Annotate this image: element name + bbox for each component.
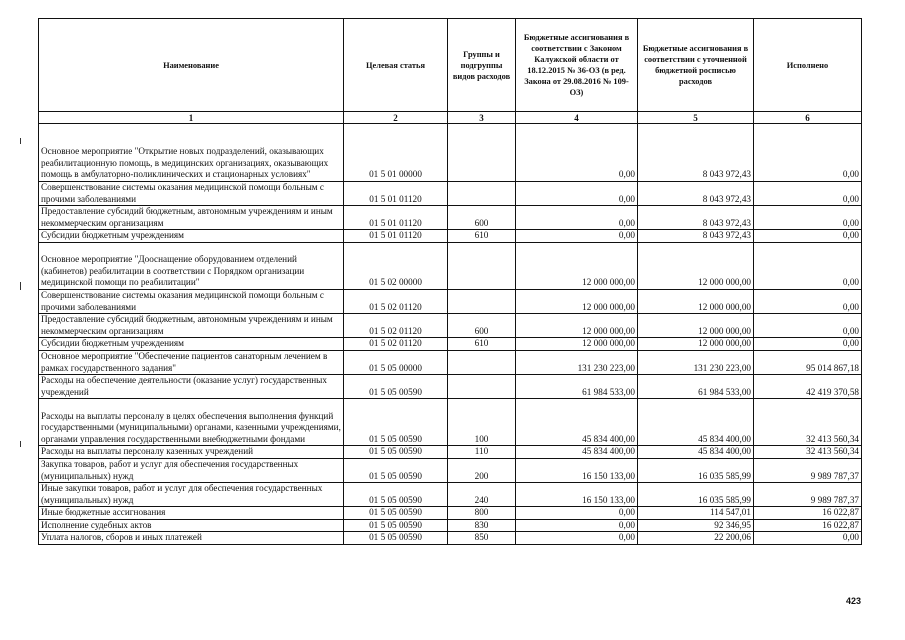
row-executed-amount: 42 419 370,58 [754, 375, 862, 399]
row-executed-amount: 0,00 [754, 182, 862, 206]
row-name: Расходы на обеспечение деятельности (оказание услуг) государственных учреждений [39, 375, 344, 399]
row-group-code: 110 [448, 446, 516, 459]
header-name: Наименование [39, 19, 344, 112]
row-target-code: 01 5 01 01120 [344, 206, 448, 230]
row-law-amount: 0,00 [516, 206, 638, 230]
margin-mark [20, 138, 21, 144]
row-group-code: 610 [448, 230, 516, 243]
row-target-code: 01 5 01 01120 [344, 182, 448, 206]
row-group-code [448, 242, 516, 289]
table-row [39, 242, 862, 289]
header-groups: Группы и подгруппы видов расходов [448, 19, 516, 112]
row-law-amount: 0,00 [516, 532, 638, 545]
row-target-code: 01 5 01 00000 [344, 124, 448, 182]
table-row [39, 350, 862, 374]
column-number: 2 [344, 112, 448, 124]
header-refined: Бюджетные ассигнования в соответствии с уточненной бюджетной росписью расходов [638, 19, 754, 112]
row-law-amount: 12 000 000,00 [516, 338, 638, 351]
table-row [39, 230, 862, 243]
row-refined-amount: 16 035 585,99 [638, 483, 754, 507]
row-executed-amount: 32 413 560,34 [754, 399, 862, 446]
row-executed-amount: 9 989 787,37 [754, 458, 862, 482]
row-refined-amount: 45 834 400,00 [638, 399, 754, 446]
table-row [39, 124, 862, 182]
row-target-code: 01 5 02 01120 [344, 314, 448, 338]
row-name: Иные закупки товаров, работ и услуг для обеспечения государственных (муниципальных) нужд [39, 483, 344, 507]
row-law-amount: 0,00 [516, 519, 638, 532]
table-row [39, 375, 862, 399]
row-executed-amount: 0,00 [754, 242, 862, 289]
column-number: 4 [516, 112, 638, 124]
table-row [39, 446, 862, 459]
row-name: Основное мероприятие "Обеспечение пациентов санаторным лечением в рамках государственного задания" [39, 350, 344, 374]
row-group-code [448, 289, 516, 313]
table-row [39, 314, 862, 338]
row-group-code [448, 350, 516, 374]
row-law-amount: 12 000 000,00 [516, 242, 638, 289]
row-executed-amount: 32 413 560,34 [754, 446, 862, 459]
column-number: 3 [448, 112, 516, 124]
row-group-code: 800 [448, 507, 516, 520]
row-name: Совершенствование системы оказания медицинской помощи больным с прочими заболеваниями [39, 182, 344, 206]
row-group-code: 850 [448, 532, 516, 545]
row-refined-amount: 45 834 400,00 [638, 446, 754, 459]
table-row [39, 289, 862, 313]
table-row [39, 458, 862, 482]
table-row [39, 182, 862, 206]
row-refined-amount: 92 346,95 [638, 519, 754, 532]
row-executed-amount: 0,00 [754, 230, 862, 243]
row-refined-amount: 8 043 972,43 [638, 124, 754, 182]
page-number: 423 [845, 596, 861, 606]
row-name: Основное мероприятие "Открытие новых подразделений, оказывающих реабилитационную помощь, в медицинских организациях, оказывающих помощь в амбулаторно-поликлинических и стационарных условиях" [39, 124, 344, 182]
row-target-code: 01 5 05 00590 [344, 458, 448, 482]
row-executed-amount: 0,00 [754, 289, 862, 313]
row-group-code [448, 375, 516, 399]
row-law-amount: 12 000 000,00 [516, 289, 638, 313]
row-name: Предоставление субсидий бюджетным, автономным учреждениям и иным некоммерческим организациям [39, 206, 344, 230]
column-number: 1 [39, 112, 344, 124]
row-refined-amount: 22 200,06 [638, 532, 754, 545]
row-group-code: 100 [448, 399, 516, 446]
column-number: 5 [638, 112, 754, 124]
row-group-code: 600 [448, 314, 516, 338]
row-executed-amount: 0,00 [754, 338, 862, 351]
row-refined-amount: 12 000 000,00 [638, 314, 754, 338]
row-group-code: 830 [448, 519, 516, 532]
table-row [39, 532, 862, 545]
header-law: Бюджетные ассигнования в соответствии с Законом Калужской области от 18.12.2015 № 36-ОЗ (в ред. Закона от 29.08.2016 № 109-ОЗ) [516, 19, 638, 112]
row-group-code [448, 182, 516, 206]
margin-mark [20, 441, 21, 447]
row-target-code: 01 5 02 01120 [344, 338, 448, 351]
row-group-code: 600 [448, 206, 516, 230]
table-row [39, 206, 862, 230]
column-number: 6 [754, 112, 862, 124]
row-group-code: 610 [448, 338, 516, 351]
row-executed-amount: 0,00 [754, 532, 862, 545]
row-law-amount: 0,00 [516, 182, 638, 206]
row-name: Совершенствование системы оказания медицинской помощи больным с прочими заболеваниями [39, 289, 344, 313]
row-target-code: 01 5 05 00590 [344, 399, 448, 446]
row-law-amount: 0,00 [516, 230, 638, 243]
row-refined-amount: 61 984 533,00 [638, 375, 754, 399]
row-name: Основное мероприятие "Дооснащение оборудованием отделений (кабинетов) реабилитации в соответствии с Порядком организации медицинской помощи по реабилитации" [39, 242, 344, 289]
row-name: Исполнение судебных актов [39, 519, 344, 532]
table-row [39, 507, 862, 520]
row-executed-amount: 16 022,87 [754, 507, 862, 520]
header-target: Целевая статья [344, 19, 448, 112]
row-law-amount: 12 000 000,00 [516, 314, 638, 338]
row-name: Уплата налогов, сборов и иных платежей [39, 532, 344, 545]
row-name: Расходы на выплаты персоналу казенных учреждений [39, 446, 344, 459]
table-row [39, 483, 862, 507]
row-name: Расходы на выплаты персоналу в целях обеспечения выполнения функций государственными (муниципальными) органами, казенными учреждениями, органами управления государственными внебюджетными фондами [39, 399, 344, 446]
row-target-code: 01 5 05 00590 [344, 507, 448, 520]
row-law-amount: 131 230 223,00 [516, 350, 638, 374]
row-refined-amount: 16 035 585,99 [638, 458, 754, 482]
row-executed-amount: 0,00 [754, 206, 862, 230]
table-row [39, 399, 862, 446]
row-refined-amount: 12 000 000,00 [638, 242, 754, 289]
row-target-code: 01 5 05 00590 [344, 375, 448, 399]
column-number-row [39, 112, 862, 124]
row-refined-amount: 114 547,01 [638, 507, 754, 520]
row-target-code: 01 5 05 00000 [344, 350, 448, 374]
row-group-code [448, 124, 516, 182]
row-refined-amount: 8 043 972,43 [638, 206, 754, 230]
header-row [39, 19, 862, 112]
row-law-amount: 16 150 133,00 [516, 458, 638, 482]
table-row [39, 519, 862, 532]
row-law-amount: 61 984 533,00 [516, 375, 638, 399]
row-refined-amount: 12 000 000,00 [638, 338, 754, 351]
budget-table [38, 18, 862, 545]
row-refined-amount: 12 000 000,00 [638, 289, 754, 313]
row-law-amount: 0,00 [516, 124, 638, 182]
row-executed-amount: 16 022,87 [754, 519, 862, 532]
row-refined-amount: 8 043 972,43 [638, 182, 754, 206]
row-target-code: 01 5 05 00590 [344, 532, 448, 545]
row-target-code: 01 5 02 01120 [344, 289, 448, 313]
row-executed-amount: 9 989 787,37 [754, 483, 862, 507]
row-refined-amount: 8 043 972,43 [638, 230, 754, 243]
row-name: Субсидии бюджетным учреждениям [39, 338, 344, 351]
row-law-amount: 0,00 [516, 507, 638, 520]
margin-mark [20, 282, 21, 290]
row-group-code: 200 [448, 458, 516, 482]
row-name: Субсидии бюджетным учреждениям [39, 230, 344, 243]
row-target-code: 01 5 05 00590 [344, 446, 448, 459]
row-name: Предоставление субсидий бюджетным, автономным учреждениям и иным некоммерческим организациям [39, 314, 344, 338]
row-group-code: 240 [448, 483, 516, 507]
header-executed: Исполнено [754, 19, 862, 112]
row-refined-amount: 131 230 223,00 [638, 350, 754, 374]
row-name: Иные бюджетные ассигнования [39, 507, 344, 520]
row-executed-amount: 95 014 867,18 [754, 350, 862, 374]
row-law-amount: 16 150 133,00 [516, 483, 638, 507]
row-executed-amount: 0,00 [754, 124, 862, 182]
row-name: Закупка товаров, работ и услуг для обеспечения государственных (муниципальных) нужд [39, 458, 344, 482]
row-target-code: 01 5 01 01120 [344, 230, 448, 243]
row-executed-amount: 0,00 [754, 314, 862, 338]
row-target-code: 01 5 05 00590 [344, 519, 448, 532]
row-target-code: 01 5 02 00000 [344, 242, 448, 289]
table-row [39, 338, 862, 351]
row-target-code: 01 5 05 00590 [344, 483, 448, 507]
row-law-amount: 45 834 400,00 [516, 399, 638, 446]
row-law-amount: 45 834 400,00 [516, 446, 638, 459]
